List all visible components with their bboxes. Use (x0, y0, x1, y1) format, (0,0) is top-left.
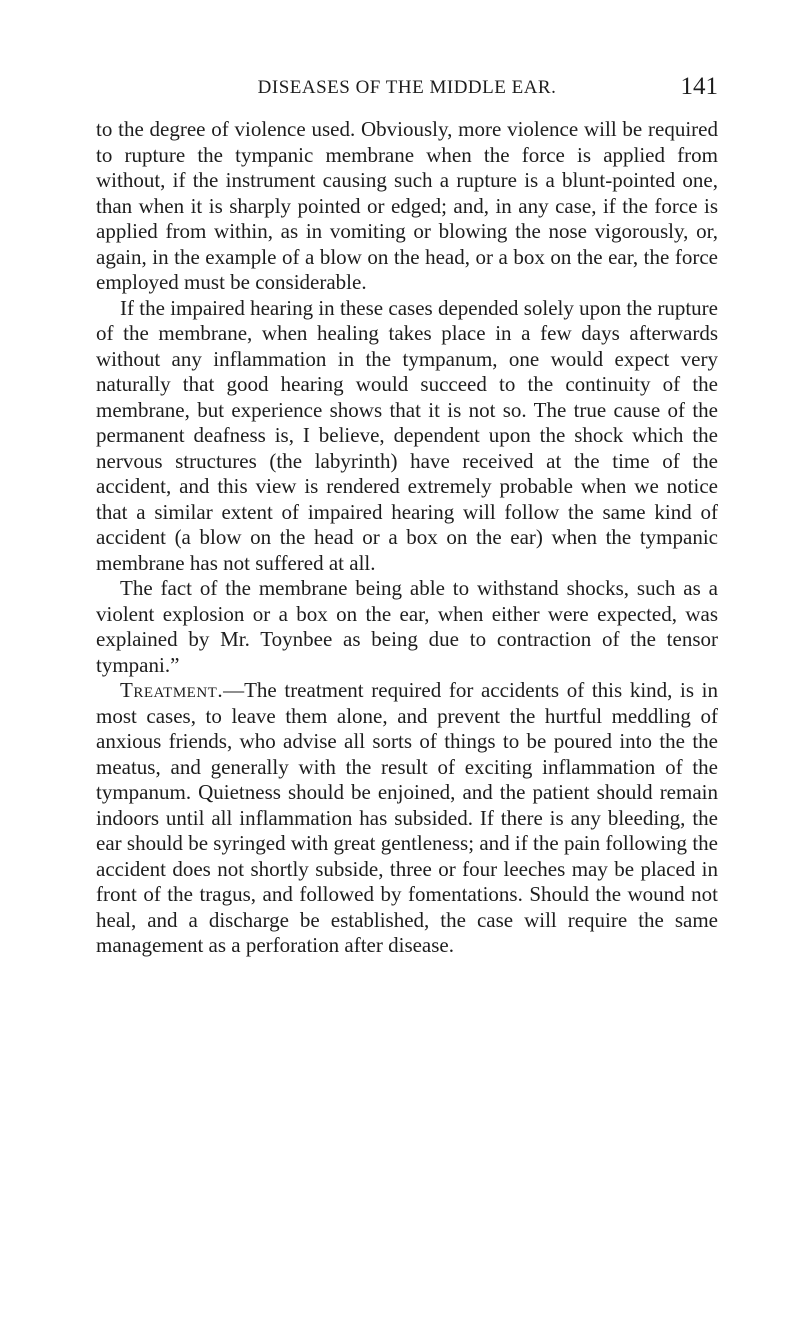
paragraph-membrane-shocks: The fact of the membrane being able to withstand shocks, such as a violent explosion or a box on the ear, when either were expected, was explained by Mr. Toynbee as being due to contraction of the tensor tympani.” (96, 576, 718, 677)
treatment-text: —The treatment required for accidents of this kind, is in most cases, to leave them alone, and prevent the hurtful meddling of anxious friends, who advise all sorts of things to be poured into the the meatus, and generally with the result of exciting inflammation of the tympanum. Quietness should be enjoined, and the patient should remain indoors until all inflammation has subsided. If there is any bleeding, the ear should be syringed with great gentleness; and if the pain following the accident does not shortly subside, three or four leeches may be placed in front of the tragus, and followed by fomentations. Should the wound not heal, and a discharge be established, the case will require the same management as a perforation after disease. (96, 678, 718, 957)
paragraph-treatment (96, 678, 718, 959)
page-number: 141 (680, 73, 718, 100)
body-text (96, 117, 718, 959)
paragraph-continuation: to the degree of violence used. Obviously, more violence will be required to rupture the tympanic membrane when the force is applied from without, if the instrument causing such a rupture is a blunt-pointed one, than when it is sharply pointed or edged; and, in any case, if the force is applied from within, as in vomiting or blowing the nose vigorously, or, again, in the example of a blow on the head, or a box on the ear, the force employed must be considerable. (96, 117, 718, 294)
treatment-heading: Treatment. (120, 678, 224, 702)
running-title: DISEASES OF THE MIDDLE EAR. (257, 77, 557, 98)
paragraph-impaired-hearing: If the impaired hearing in these cases depended solely upon the rupture of the membrane, when healing takes place in a few days afterwards without any inflammation in the tympanum, one would expect very naturally that good hearing would succeed to the continuity of the membrane, but experience shows that it is not so. The true cause of the permanent deafness is, I believe, dependent upon the shock which the nervous structures (the labyrinth) have received at the time of the accident, and this view is rendered extremely probable when we notice that a similar extent of impaired hearing will follow the same kind of accident (a blow on the head or a box on the ear) when the tympanic membrane has not suffered at all. (96, 295, 718, 575)
running-header (96, 73, 718, 103)
